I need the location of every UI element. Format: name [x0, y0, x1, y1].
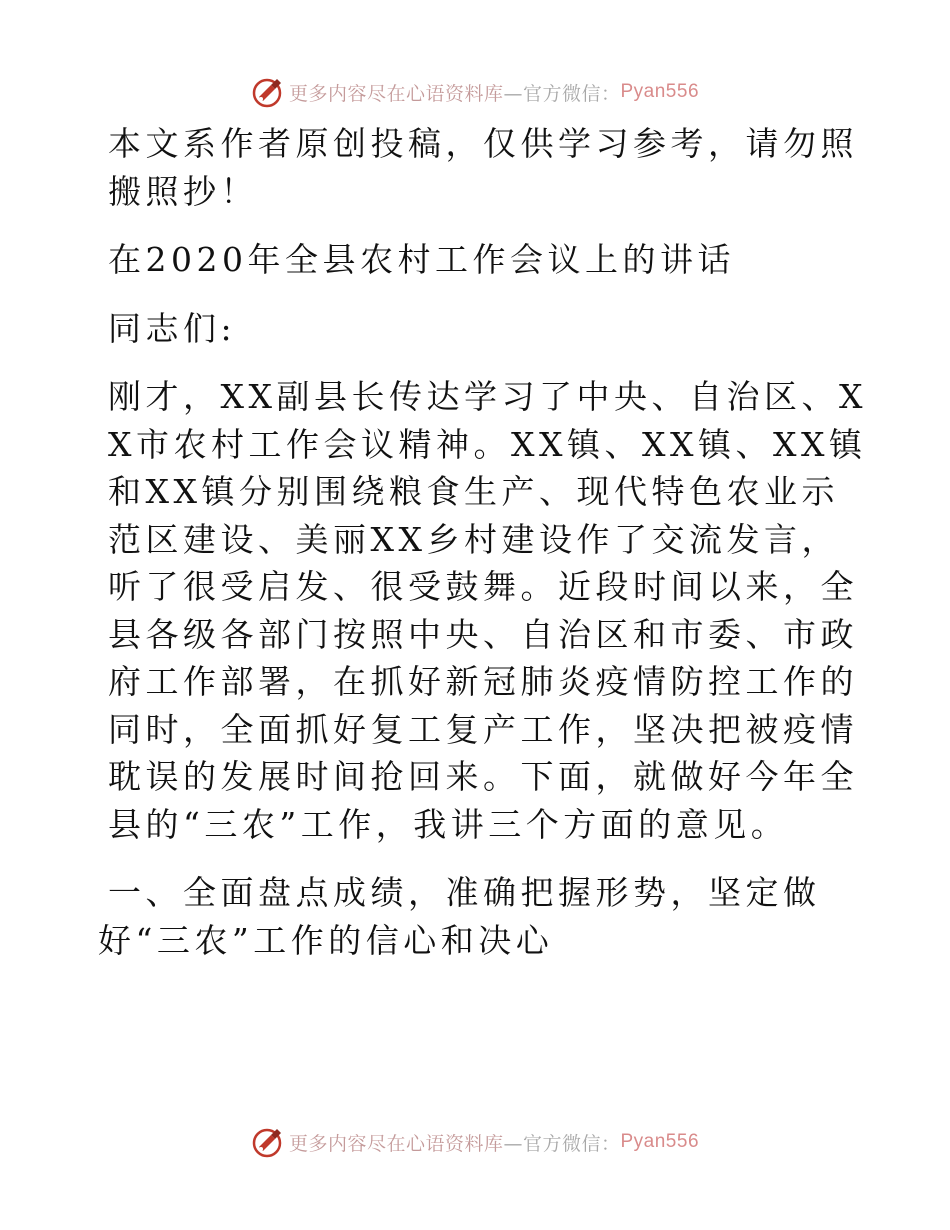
watermark-id-text: Pyan556 [620, 1131, 700, 1152]
watermark-id-text: Pyan556 [620, 81, 700, 102]
watermark-footer [0, 1122, 950, 1162]
watermark-main-text: 更多内容尽在心语资料库 [288, 1132, 504, 1155]
section-heading-line1: 一、全面盘点成绩，准确把握形势，坚定做 [108, 873, 821, 912]
body-paragraph: 刚才，XX副县长传达学习了中央、自治区、XX市农村工作会议精神。XX镇、XX镇、XX镇和XX镇分别围绕粮食生产、现代特色农业示范区建设、美丽XX乡村建设作了交流发言，听了很受启发、很受鼓舞。近段时间以来，全县各级各部门按照中央、自治区和市委、市政府工作部署，在抓好新冠肺炎疫情防控工作的同时，全面抓好复工复产工作，坚决把被疫情耽误的发展时间抢回来。下面，就做好今年全县的“三农”工作，我讲三个方面的意见。 [108, 377, 867, 844]
section-heading-line2: 好“三农”工作的信心和决心 [98, 920, 554, 960]
document-title: 在2020年全县农村工作会议上的讲话 [108, 240, 735, 279]
watermark-header [0, 72, 950, 112]
notice-text: 本文系作者原创投稿，仅供学习参考，请勿照搬照抄！ [108, 124, 858, 211]
greeting-text: 同志们: [108, 308, 237, 348]
watermark-sub-text: —官方微信： [503, 1132, 621, 1155]
watermark-sub-text: —官方微信： [503, 82, 621, 105]
document-content [98, 120, 868, 964]
logo-icon [251, 1125, 285, 1159]
logo-icon [251, 75, 285, 109]
watermark-main-text: 更多内容尽在心语资料库 [288, 82, 504, 105]
